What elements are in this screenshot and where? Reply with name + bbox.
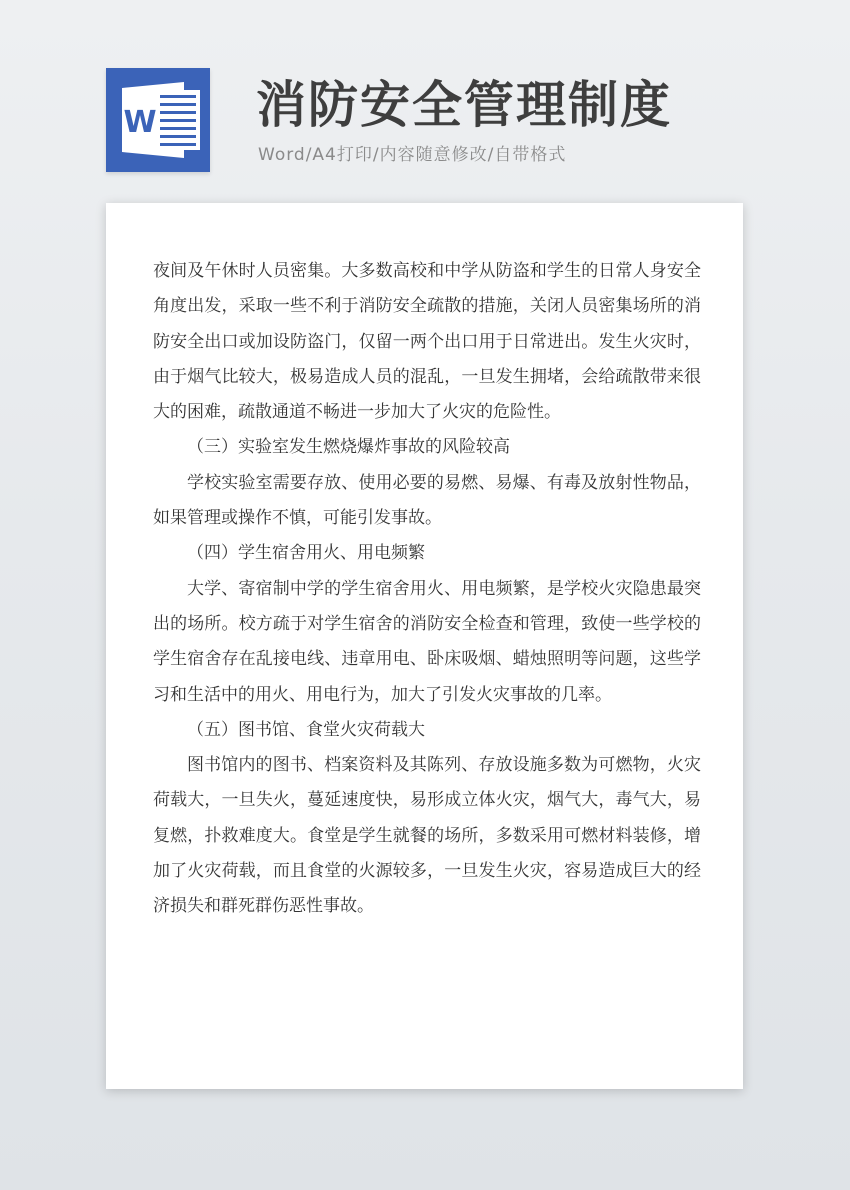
paragraph: 学校实验室需要存放、使用必要的易燃、易爆、有毒及放射性物品，如果管理或操作不慎，可能引发事故。 <box>153 472 701 529</box>
paragraph: 大学、寄宿制中学的学生宿舍用火、用电频繁，是学校火灾隐患最突出的场所。校方疏于对学生宿舍的消防安全检查和管理，致使一些学校的学生宿舍存在乱接电线、违章用电、卧床吸烟、蜡烛照明等问题，这些学习和生活中的用火、用电行为，加大了引发火灾事故的几率。 <box>153 578 701 705</box>
document-page <box>106 203 743 1089</box>
paragraph: 图书馆内的图书、档案资料及其陈列、存放设施多数为可燃物，火灾荷载大，一旦失火，蔓延速度快，易形成立体火灾，烟气大，毒气大，易复燃，扑救难度大。食堂是学生就餐的场所，多数采用可燃材料装修，增加了火灾荷载，而且食堂的火源较多，一旦发生火灾，容易造成巨大的经济损失和群死群伤恶性事故。 <box>153 755 701 917</box>
word-logo-letter: W <box>123 105 157 140</box>
paragraph: 夜间及午休时人员密集。大多数高校和中学从防盗和学生的日常人身安全角度出发，采取一些不利于消防安全疏散的措施，关闭人员密集场所的消防安全出口或加设防盗门，仅留一两个出口用于日常进出。发生火灾时，由于烟气比较大，极易造成人员的混乱，一旦发生拥堵，会给疏散带来很大的困难，疏散通道不畅进一步加大了火灾的危险性。 <box>153 261 701 423</box>
section-heading: （五）图书馆、食堂火灾荷载大 <box>187 719 425 740</box>
section-heading: （四）学生宿舍用火、用电频繁 <box>187 543 425 564</box>
section-heading: （三）实验室发生燃烧爆炸事故的风险较高 <box>187 437 510 458</box>
page-subtitle: Word/A4打印/内容随意修改/自带格式 <box>258 145 567 165</box>
word-document-icon <box>106 68 210 172</box>
page-title: 消防安全管理制度 <box>256 76 672 134</box>
document-body <box>153 254 701 925</box>
